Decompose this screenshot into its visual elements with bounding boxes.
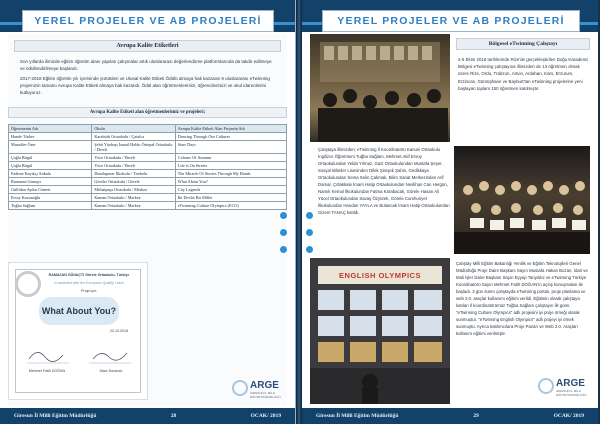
- olympics-banner-text: ENGLISH OLYMPICS: [339, 270, 421, 280]
- arge-logo-icon: [538, 378, 554, 394]
- arge-logo: [232, 378, 284, 398]
- certificate-project-name: What About You?: [41, 306, 117, 316]
- table-cell: Çağla Birgül: [9, 154, 92, 162]
- footer-band: [302, 408, 598, 424]
- table-caption: Avrupa Kalite Etiketi alan öğretmenlerimiz ve projeleri;: [8, 107, 287, 118]
- table-row: [9, 194, 287, 202]
- table-cell: Yüce Ortaokulu / Dereli: [92, 162, 175, 170]
- footer-publisher: Giresun İl Milli Eğitim Müdürlüğü: [316, 413, 399, 419]
- table-row: [9, 162, 287, 170]
- table-cell: Dancing Through Our Cultures: [175, 133, 286, 141]
- table-cell: Ramazan Günaçtı: [9, 178, 92, 186]
- quality-label-table: [8, 124, 287, 210]
- table-cell: Çağla Birgül: [9, 162, 92, 170]
- certificate-name: RAMAZAN GÜNAÇTI Görele Ortaokulu, Türkiye: [48, 273, 130, 277]
- page-header-title-box: [22, 10, 274, 32]
- table-cell: Kaman Ortaokulu / Merkez: [92, 194, 175, 202]
- left-page: [0, 0, 296, 424]
- decor-dot: [280, 229, 287, 236]
- paragraph: Son yıllarda ilimizde eğitim öğretim alanı yapılan çalışmalar artık uluslararası değerlendirme platformlarında da takdir edilmeye ve ödüllendirilmeye başlandı.: [20, 59, 272, 71]
- footer-page-number: 28: [170, 413, 177, 419]
- workshop-photo-1: [310, 34, 450, 142]
- page-header-title-box: [322, 10, 580, 32]
- table-row: [9, 133, 287, 141]
- table-row: [9, 170, 287, 178]
- footer-date: OCAK/ 2019: [250, 413, 281, 419]
- page-header-title: YEREL PROJELER VE AB PROJELERİ: [34, 15, 262, 27]
- table-cell: City Legends: [175, 186, 286, 194]
- table-cell: Colours Of Autumn: [175, 154, 286, 162]
- table-header-cell: Öğretmenin Adı: [9, 125, 92, 133]
- paragraph: 2017-2018 Eğitim öğretim yılı içerisinde yürütülen ve Ulusal Kalite Etiketi Ödülü almaya hak kazanan 9 uluslararası eTwinning projemizin tamamı Avrupa Kalite Etiketi almaya hak kazandı. Ödül alan öğretmenlerimizi, öğrencilerimizi ve okul idarecilerini kutluyoruz.: [20, 76, 270, 95]
- certificate-date: 22.10.2018: [110, 329, 128, 333]
- logo-subtext: GİRESUN İL MİLLİ EĞİTİM MÜDÜRLÜĞÜ: [556, 389, 587, 397]
- certificate-awarded: is awarded with the European Quality Label: [54, 281, 124, 285]
- olympics-banner: [318, 266, 442, 284]
- table-cell: Mithatpaşa Ortaokulu / Merkez: [92, 186, 175, 194]
- decor-dot: [280, 212, 287, 219]
- right-page: [302, 0, 598, 424]
- table-row: [9, 154, 287, 162]
- logo-subtext: GİRESUN İL MİLLİ EĞİTİM MÜDÜRLÜĞÜ: [250, 391, 281, 399]
- table-header-cell: Avrupa Kalite Etiketi Alan Projenin Adı: [175, 125, 286, 133]
- table-cell: The Miracle Of Stories Through My Hands: [175, 170, 286, 178]
- decor-dot: [306, 229, 313, 236]
- group-photo: [454, 146, 590, 254]
- signer-left: Mehmet Fatih DOĞAN: [28, 369, 66, 373]
- footer-publisher: Giresun İl Milli Eğitim Müdürlüğü: [14, 413, 97, 419]
- group-photo-icon: [454, 146, 590, 254]
- closing-text: Çalıştay Milli Eğitim Bakanlığı Yenilik ve Eğitim Teknolojileri Genel Müdürlüğü Proje Daire Başkanı Sayın Mustafa Hakan Bozan, İdari ve Mali İşler Daire Başkanı Sayın Eyyup Tanyıldız ve eTwinning Türkiye Koordinatörü Sayın Mehmet Fatih DOĞAN'ın açılış konuşmaları ile başladı. 3 gün süren çalıştayda eTwinning portalı, proje planlama ve web 2.0. araçlar kullanımı eğitimi verildi. Eğitimin olarak çalıştaya katılan İl koordinatörümüz Tuğba Sağlam çalıştayın ilk günü "eTwinning Culture Olympics" adlı projesini iyi proje örneği olarak sunmuştur. "eTwinning English Olympics" adlı projeyi iyi örnek sunmuştu. Ayrıca katılımcılara Proje Pazarı ve Web 2.0. Araçları kullanım eğitimi verilmiştir.: [456, 261, 588, 336]
- table-cell: eTwinning Culture Olympics (ECO): [175, 202, 286, 210]
- table-cell: Ersoy Kozanoğlu: [9, 194, 92, 202]
- right-content: [310, 34, 590, 406]
- english-olympics-photo: [310, 258, 450, 404]
- table-header-cell: Okulu: [92, 125, 175, 133]
- footer-page-number: 29: [473, 413, 479, 419]
- arge-logo: [538, 376, 590, 396]
- table-cell: What About You?: [175, 178, 286, 186]
- footer-date: OCAK/ 2019: [553, 413, 584, 419]
- section-title: Bölgesel eTwinning Çalıştayı: [456, 38, 590, 50]
- certificate-project-box: [39, 297, 119, 325]
- audience-photo-icon: [310, 34, 450, 142]
- table-cell: Kaman Ortaokulu / Merkez: [92, 202, 175, 210]
- signer-right: Marc Durando: [99, 369, 123, 373]
- table-row: [9, 178, 287, 186]
- table-cell: Göreleı Ortaokulu / Görele: [92, 178, 175, 186]
- table-cell: Fadime Kayıkçı Anbala: [9, 170, 92, 178]
- certificate-project-label: Proje için:: [81, 289, 97, 293]
- certificate-image: [8, 262, 148, 400]
- arge-logo-icon: [232, 380, 248, 396]
- table-row: [9, 141, 287, 154]
- section-title: Avrupa Kalite Etiketleri: [14, 40, 281, 52]
- table-cell: Şehit Yüzbaşı İsmail Haldo Öztepal Ortaokulu / Dereli: [92, 141, 175, 154]
- left-edge-dots: [280, 212, 287, 253]
- intro-text: [8, 52, 287, 101]
- decor-dot: [306, 246, 313, 253]
- table-row: [9, 202, 287, 210]
- table-row: [9, 186, 287, 194]
- table-cell: Gülfidan Aydın Cömert: [9, 186, 92, 194]
- decor-dot: [280, 246, 287, 253]
- participants-text: Çalıştaya illimizden; eTwinning İl Koordinatörü Kanuni Ortaokulu İngilizce Öğretmeni Tuğba Sağlam, Mehmet Akif Ersoy Ortaokulundan Yelda Yılmaz, Gazi Ortaokulundan Mustafa Şeşer, Sosyal Bilimler Lisesinden Dilek Şimşek Şahin, Gedikkaya Ortaokulundan Sema Selin Çakmak, Bilim Sanat Merkezinden Arif Damar, Çıtlakkale İmam Hatip Ortaokulundan Neslihan Can Hergün, Namık Kemal İlkokulundan Fatma Karabacak, Görele Hasan Ali Yücel Ortaokulundan Savaş Özyürek, Görele Cumhuriyet İlkokulundan Handan YAYLA ve Bulancak İmam Hatip Ortaokulundan Gizem TANAÇ katıldı.: [318, 147, 450, 215]
- table-cell: Stars Days: [175, 141, 286, 154]
- logo-text: ARGE: [556, 378, 585, 389]
- table-cell: İki Devlet Bir Millet: [175, 194, 286, 202]
- logo-text: ARGE: [250, 380, 279, 391]
- table-cell: Muzaffer Özer: [9, 141, 92, 154]
- table-cell: Tuğba Sağlam: [9, 202, 92, 210]
- table-cell: Yüce Ortaokulu / Dereli: [92, 154, 175, 162]
- table-header-row: [9, 125, 287, 133]
- decor-dot: [306, 212, 313, 219]
- page-header-title: YEREL PROJELER VE AB PROJELERİ: [337, 15, 565, 27]
- table-cell: Karabörk Ortaokulu / Çatalca: [92, 133, 175, 141]
- signatures-icon: [23, 345, 133, 367]
- right-edge-dots: [306, 212, 313, 253]
- table-cell: Dumlupınar İlkokulu / Tirebolu: [92, 170, 175, 178]
- table-cell: Life is On Streets: [175, 162, 286, 170]
- etwinning-logo-icon: [15, 271, 41, 297]
- footer-band: [0, 408, 295, 424]
- intro-text: 4-6 Ekim 2018 tarihlerinde Rize'de gerçekleştirilen Doğu Karadeniz Bölgesi eTwinning çalıştayına illimizden de 13 öğretmen olmak üzere Rize, Ordu, Trabzon, Artvin, Ardahan, Kars, Erzurum, Erzincan, Gümüşhane ve Bayburt'tan eTwinning projelerine yeni başlayan toplam 150 öğretmen katılmıştır.: [458, 57, 589, 91]
- poster-board-icon: [310, 286, 450, 404]
- table-cell: Hande Türker: [9, 133, 92, 141]
